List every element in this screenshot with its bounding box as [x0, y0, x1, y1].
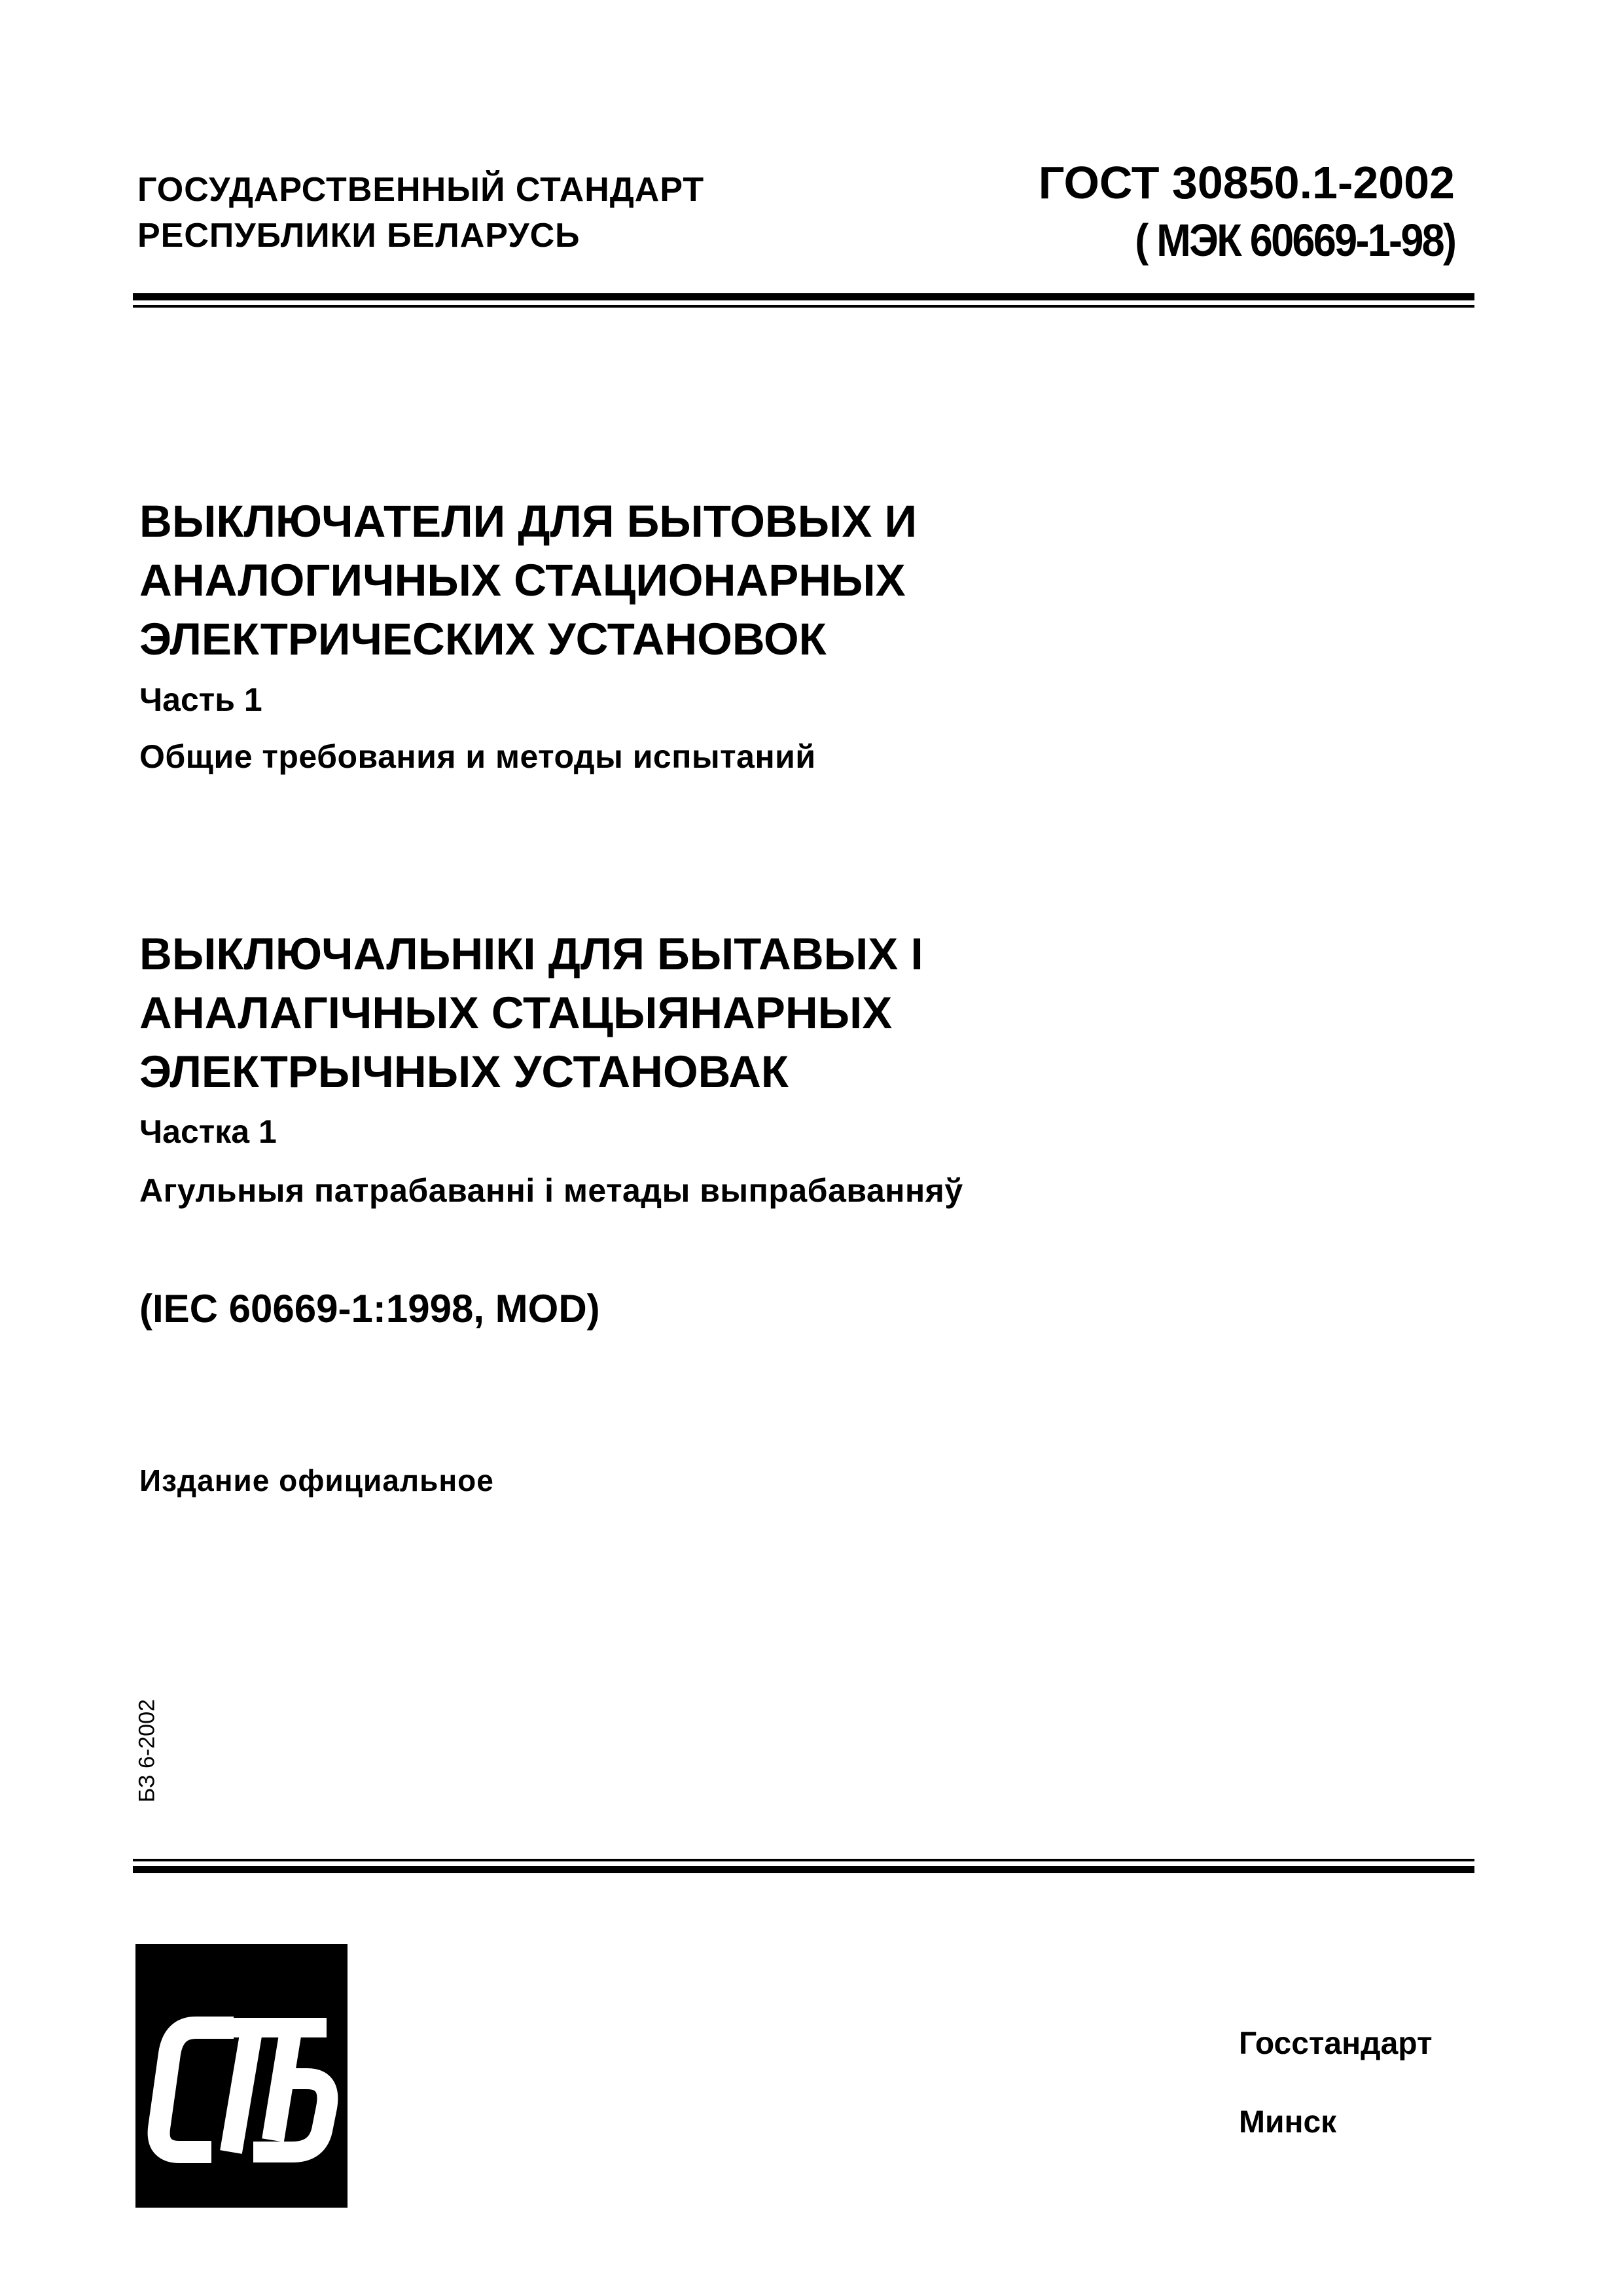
- issuer-line-1: ГОСУДАРСТВЕННЫЙ СТАНДАРТ: [137, 171, 705, 209]
- issuer: [137, 167, 704, 259]
- title-ru-line-2: АНАЛОГИЧНЫХ СТАЦИОНАРНЫХ: [139, 555, 906, 605]
- iec-reference: (IEC 60669-1:1998, MOD): [139, 1287, 600, 1331]
- subtitle-ru: Общие требования и методы испытаний: [139, 738, 816, 775]
- title-be-line-2: АНАЛАГІЧНЫХ СТАЦЫЯНАРНЫХ: [139, 988, 893, 1038]
- side-code-text: БЗ 6-2002: [134, 1699, 160, 1803]
- stb-logo: [135, 1944, 348, 2208]
- top-rule-thick: [133, 293, 1474, 300]
- subtitle-be: Агульныя патрабаванні і метады выпрабаванняў: [139, 1172, 963, 1209]
- stb-logo-icon: [135, 1944, 348, 2208]
- edition-label: Издание официальное: [139, 1463, 494, 1498]
- iec-equivalent: ( МЭК 60669-1-98): [1134, 215, 1455, 266]
- standard-number: ГОСТ 30850.1-2002: [1038, 157, 1455, 208]
- bottom-rule-thick: [133, 1866, 1474, 1873]
- top-rule-thin: [133, 305, 1474, 308]
- publisher: Госстандарт: [1239, 2026, 1433, 2061]
- part-ru: Часть 1: [139, 681, 262, 718]
- city: Минск: [1239, 2105, 1337, 2140]
- title-ru-line-3: ЭЛЕКТРИЧЕСКИХ УСТАНОВОК: [139, 614, 827, 664]
- issuer-line-2: РЕСПУБЛИКИ БЕЛАРУСЬ: [137, 217, 580, 255]
- title-ru-line-1: ВЫКЛЮЧАТЕЛИ ДЛЯ БЫТОВЫХ И: [139, 496, 918, 547]
- bottom-rule-thin: [133, 1859, 1474, 1861]
- title-be-line-1: ВЫКЛЮЧАЛЬНІКІ ДЛЯ БЫТАВЫХ І: [139, 929, 923, 979]
- part-be: Частка 1: [139, 1113, 277, 1150]
- standard-designation: [1039, 154, 1455, 269]
- side-code: [115, 1699, 180, 1803]
- title-be-line-3: ЭЛЕКТРЫЧНЫХ УСТАНОВАК: [139, 1047, 789, 1097]
